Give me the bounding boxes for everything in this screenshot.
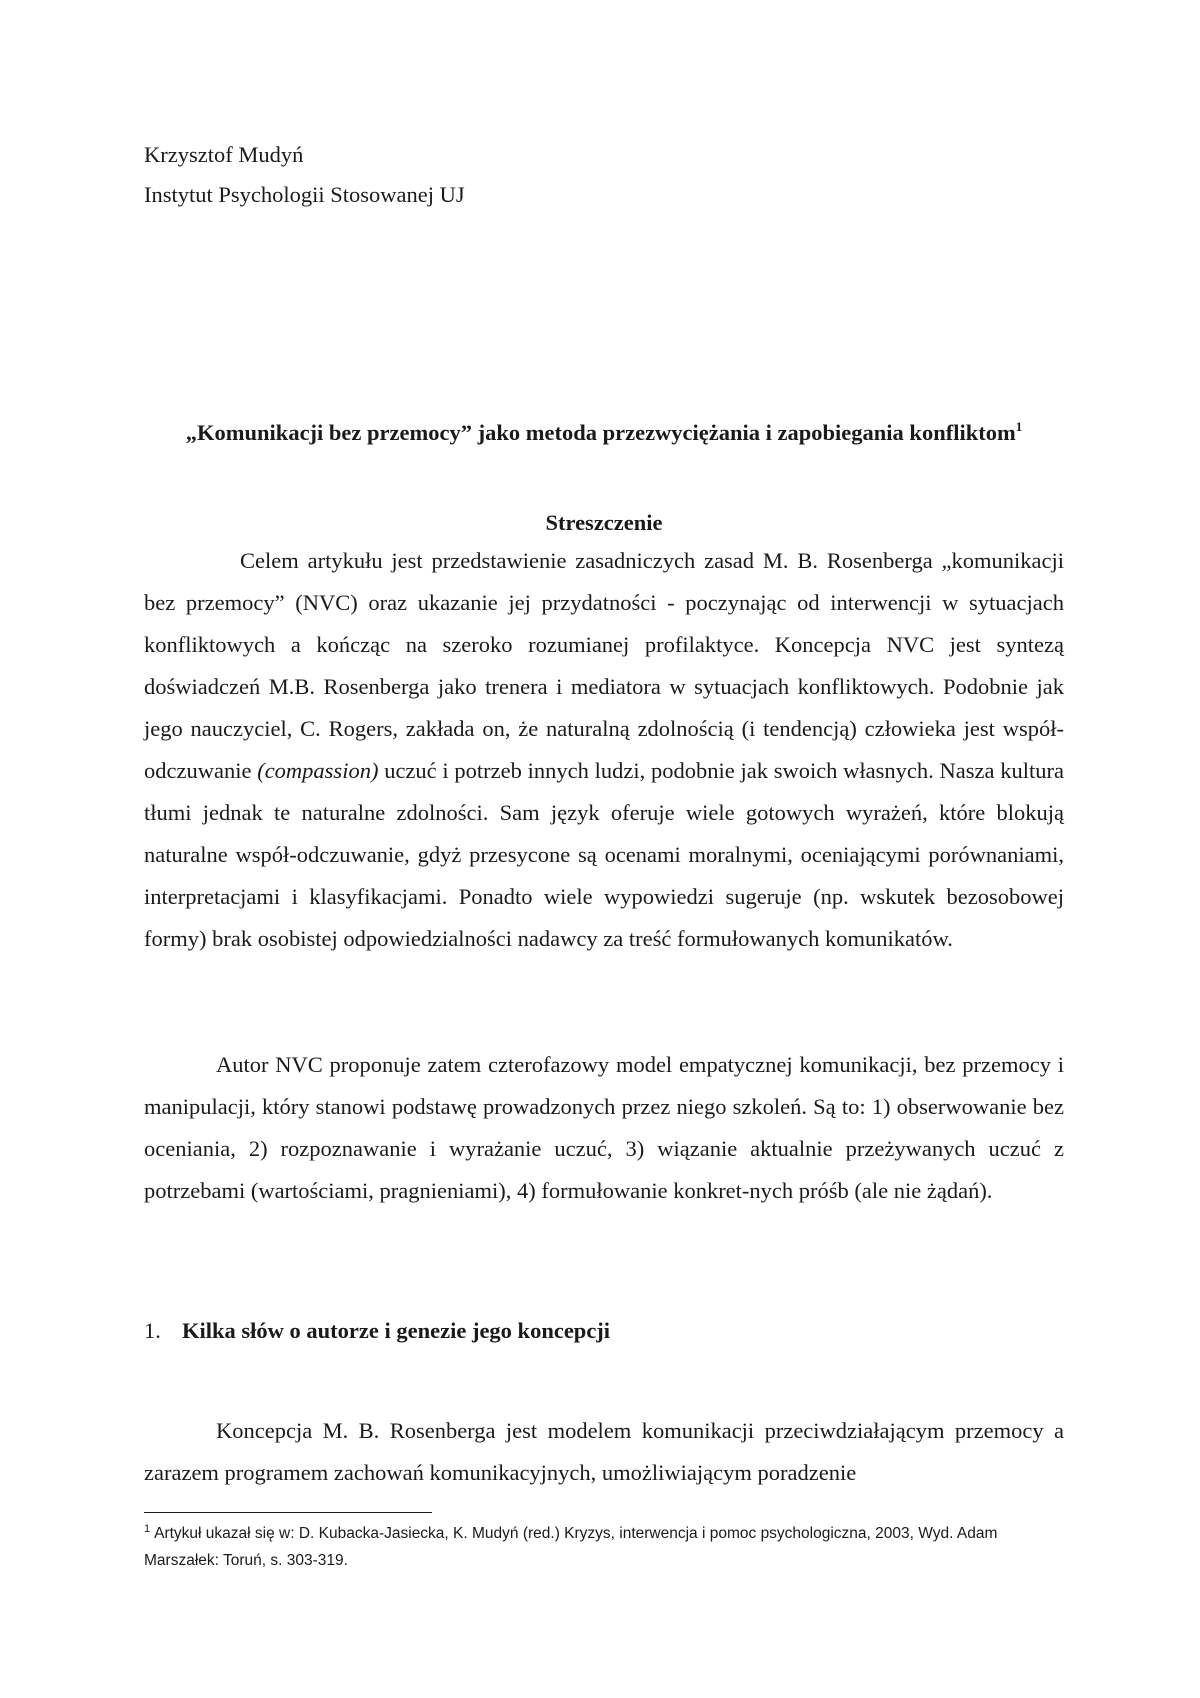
footnote [144,1520,1064,1574]
abstract-p1-start: Celem artykułu jest przedstawienie zasadniczych zasad M. B. Rosenberga „komunikacji bez przemocy” (NVC) oraz ukazanie jej przydatności - poczynając od interwencji w sytuacjach konfliktowych a kończąc na szeroko rozumianej profilaktyce. Koncepcja NVC jest syntezą doświadczeń M.B. Rosenberga jako trenera i mediatora w sytuacjach konfliktowych. Podobnie jak jego nauczyciel, C. Rogers, zakłada on, że naturalną zdolnością (i tendencją) człowieka jest współ-odczuwanie [144,548,1064,783]
author-institution: Instytut Psychologii Stosowanej UJ [144,182,465,207]
author-name: Krzysztof Mudyń [144,142,304,167]
title-footnote-mark[interactable]: 1 [1015,419,1023,434]
article-title-text: „Komunikacji bez przemocy” jako metoda przezwyciężania i zapobiegania konfliktom [185,420,1016,445]
section-number: 1. [144,1318,161,1343]
section-heading [144,1318,610,1344]
abstract-p1-end: uczuć i potrzeb innych ludzi, podobnie jak swoich własnych. Nasza kultura tłumi jednak te naturalne zdolności. Sam język oferuje wiele gotowych wyrażeń, które blokują naturalne współ-odczuwanie, gdyż przesycone są ocenami moralnymi, oceniającymi porównaniami, interpretacjami i klasyfikacjami. Ponadto wiele wypowiedzi sugeruje (np. wskutek bezosobowej formy) brak osobistej odpowiedzialności nadawcy za treść formułowanych komunikatów. [144,758,1064,951]
abstract-p1-italic-term: (compassion) [257,758,379,783]
footnote-text: Artykuł ukazał się w: D. Kubacka-Jasiecka, K. Mudyń (red.) Kryzys, interwencja i pomoc psychologiczna, 2003, Wyd. Adam Marszałek: Toruń, s. 303-319. [144,1525,998,1569]
section-1-paragraph: Koncepcja M. B. Rosenberga jest modelem komunikacji przeciwdziałającym przemocy a zarazem programem zachowań komunikacyjnych, umożliwiającym poradzenie [144,1418,1064,1485]
section-heading-text: Kilka słów o autorze i genezie jego koncepcji [182,1318,611,1343]
abstract-heading: Streszczenie [545,510,663,535]
footnote-mark: 1 [144,1523,151,1535]
footnote-divider [144,1512,432,1513]
abstract-paragraph-1 [144,540,1064,960]
article-title [144,420,1064,446]
abstract-paragraph-2: Autor NVC proponuje zatem czterofazowy model empatycznej komunikacji, bez przemocy i manipulacji, który stanowi podstawę prowadzonych przez niego szkoleń. Są to: 1) obserwowanie bez oceniania, 2) rozpoznawanie i wyrażanie uczuć, 3) wiązanie aktualnie przeżywanych uczuć z potrzebami (wartościami, pragnieniami), 4) formułowanie konkret-nych próśb (ale nie żądań). [144,1052,1064,1203]
